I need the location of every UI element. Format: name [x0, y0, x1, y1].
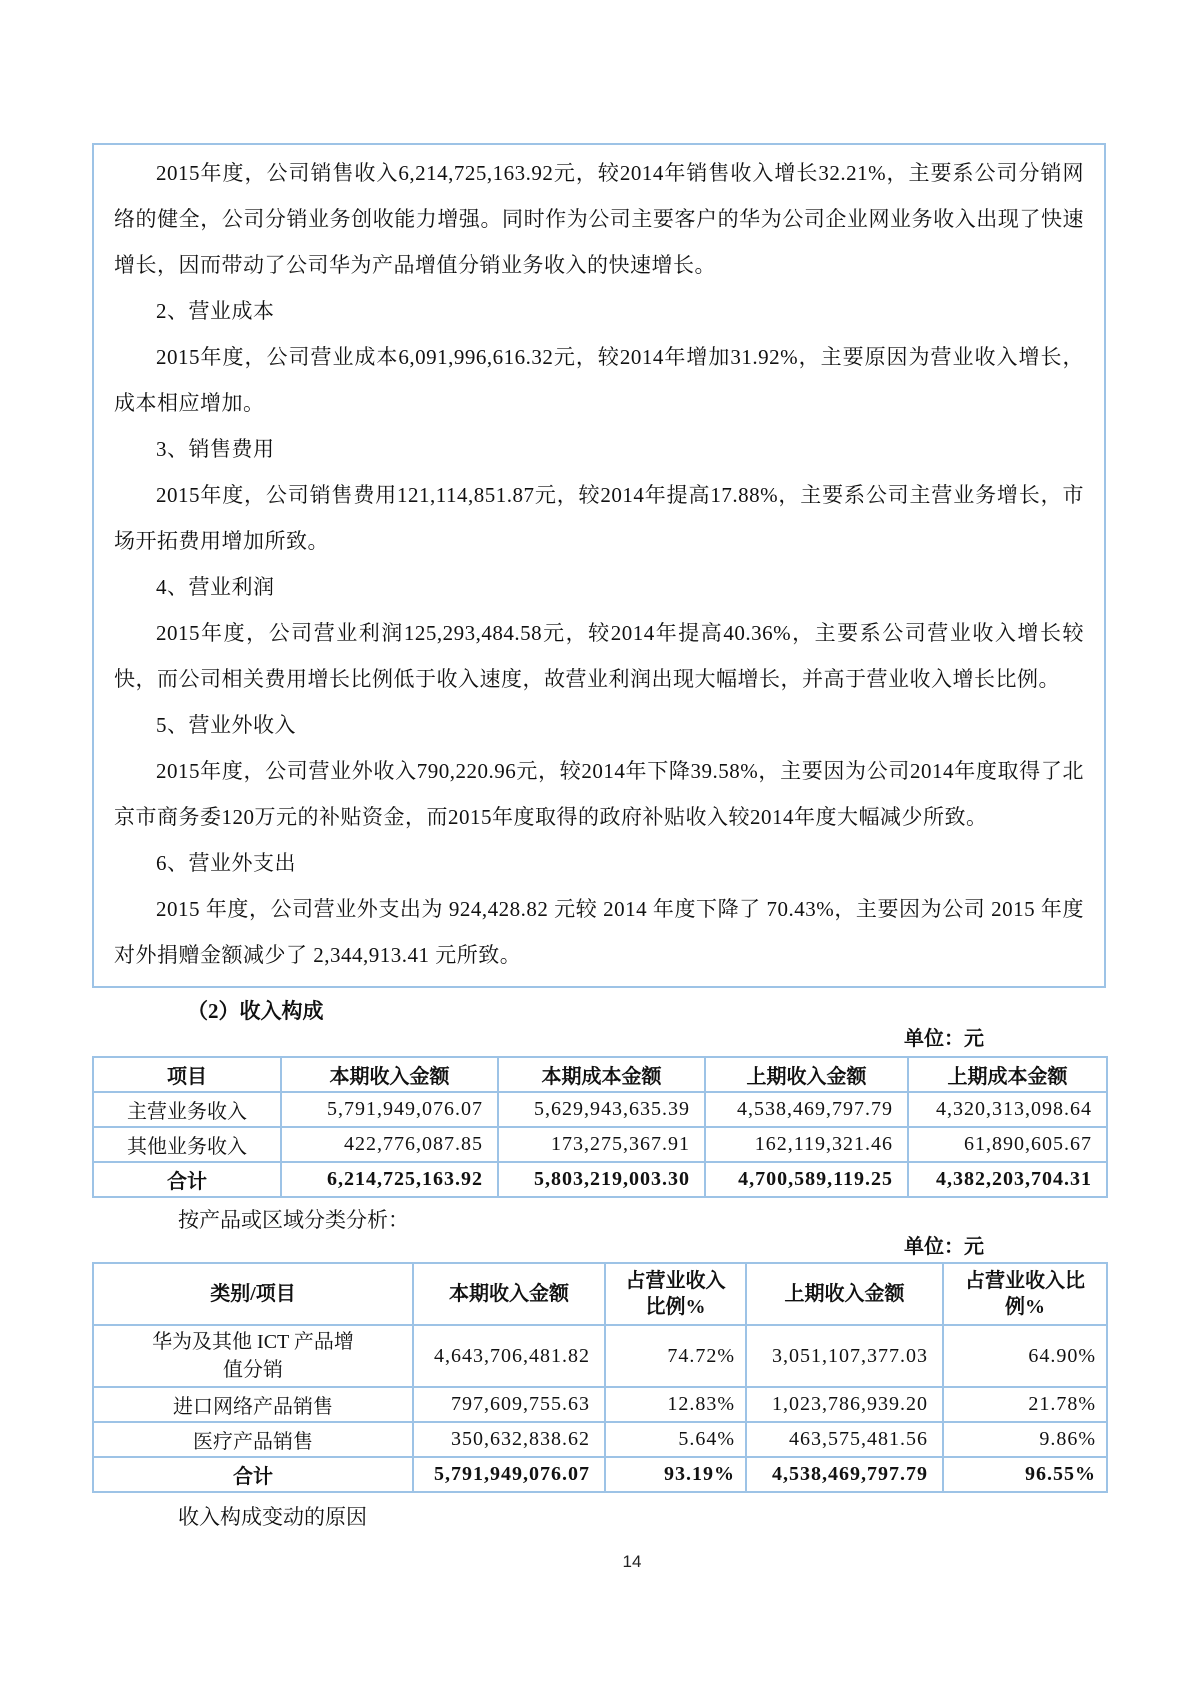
table-cell: 64.90%	[943, 1325, 1107, 1387]
column-header: 项目	[93, 1057, 281, 1092]
column-header: 本期成本金额	[498, 1057, 705, 1092]
product-region-table	[92, 1262, 1108, 1493]
table-cell: 61,890,605.67	[908, 1127, 1107, 1162]
table-cell: 21.78%	[943, 1387, 1107, 1422]
table-cell: 5,803,219,003.30	[498, 1162, 705, 1197]
heading-selling-expense: 3、销售费用	[156, 437, 275, 461]
table-cell: 422,776,087.85	[281, 1127, 498, 1162]
table-cell: 96.55%	[943, 1457, 1107, 1492]
table-cell: 4,382,203,704.31	[908, 1162, 1107, 1197]
table-row	[93, 1127, 1107, 1162]
column-header: 上期成本金额	[908, 1057, 1107, 1092]
table-row	[93, 1325, 1107, 1387]
column-header: 本期收入金额	[281, 1057, 498, 1092]
table-row	[93, 1422, 1107, 1457]
column-header: 上期收入金额	[705, 1057, 908, 1092]
table-cell: 5,629,943,635.39	[498, 1092, 705, 1127]
footer-note: 收入构成变动的原因	[178, 1505, 367, 1529]
heading-nonoperating-income: 5、营业外收入	[156, 713, 296, 737]
table-cell: 93.19%	[605, 1457, 746, 1492]
heading-operating-cost: 2、营业成本	[156, 299, 275, 323]
paragraph-sales-revenue: 2015年度，公司销售收入6,214,725,163.92元，较2014年销售收入增长32.21%，主要系公司分销网络的健全，公司分销业务创收能力增强。同时作为公司主要客户的华为公司企业网业务收入出现了快速增长，因而带动了公司华为产品增值分销业务收入的快速增长。	[114, 161, 1084, 277]
table-cell: 463,575,481.56	[746, 1422, 943, 1457]
heading-nonoperating-expense: 6、营业外支出	[156, 851, 296, 875]
financial-analysis-box	[92, 143, 1106, 988]
page-content	[92, 143, 1106, 1531]
table-cell: 主营业务收入	[93, 1092, 281, 1127]
page-number: 14	[622, 1552, 642, 1571]
paragraph-operating-profit: 2015年度，公司营业利润125,293,484.58元，较2014年提高40.36%，主要系公司营业收入增长较快，而公司相关费用增长比例低于收入速度，故营业利润出现大幅增长，并高于营业收入增长比例。	[114, 621, 1084, 691]
table-cell: 合计	[93, 1457, 413, 1492]
paragraph-nonoperating-expense: 2015 年度，公司营业外支出为 924,428.82 元较 2014 年度下降了 70.43%，主要因为公司 2015 年度对外捐赠金额减少了 2,344,913.41 元所致。	[114, 897, 1084, 967]
table-cell: 4,538,469,797.79	[705, 1092, 908, 1127]
table-total-row	[93, 1457, 1107, 1492]
column-header: 占营业收入比例%	[605, 1263, 746, 1325]
table-row	[93, 1092, 1107, 1127]
section-heading-revenue-composition: （2）收入构成	[187, 999, 324, 1023]
unit-label: 单位：元	[904, 1028, 984, 1050]
table-header-row	[93, 1263, 1107, 1325]
paragraph-operating-cost: 2015年度，公司营业成本6,091,996,616.32元，较2014年增加31.92%，主要原因为营业收入增长，成本相应增加。	[114, 345, 1084, 415]
heading-operating-profit: 4、营业利润	[156, 575, 275, 599]
table-header-row	[93, 1057, 1107, 1092]
table-cell: 162,119,321.46	[705, 1127, 908, 1162]
column-header: 占营业收入比例%	[943, 1263, 1107, 1325]
column-header: 本期收入金额	[413, 1263, 605, 1325]
paragraph-selling-expense: 2015年度，公司销售费用121,114,851.87元，较2014年提高17.88%，主要系公司主营业务增长，市场开拓费用增加所致。	[114, 483, 1084, 553]
cell-text: 华为及其他 ICT 产品增值分销	[152, 1331, 354, 1381]
unit-label: 单位：元	[904, 1236, 984, 1258]
table-cell: 350,632,838.62	[413, 1422, 605, 1457]
table-cell	[93, 1325, 413, 1387]
table-row	[93, 1387, 1107, 1422]
table-cell: 5.64%	[605, 1422, 746, 1457]
table-cell: 4,320,313,098.64	[908, 1092, 1107, 1127]
table-cell: 4,538,469,797.79	[746, 1457, 943, 1492]
table-cell: 12.83%	[605, 1387, 746, 1422]
table-cell: 1,023,786,939.20	[746, 1387, 943, 1422]
table-cell: 进口网络产品销售	[93, 1387, 413, 1422]
table-cell: 9.86%	[943, 1422, 1107, 1457]
column-header: 上期收入金额	[746, 1263, 943, 1325]
table-cell: 其他业务收入	[93, 1127, 281, 1162]
table-cell: 合计	[93, 1162, 281, 1197]
table-cell: 医疗产品销售	[93, 1422, 413, 1457]
table-cell: 173,275,367.91	[498, 1127, 705, 1162]
column-header: 类别/项目	[93, 1263, 413, 1325]
table-cell: 5,791,949,076.07	[281, 1092, 498, 1127]
table-cell: 74.72%	[605, 1325, 746, 1387]
paragraph-nonoperating-income: 2015年度，公司营业外收入790,220.96元，较2014年下降39.58%，主要因为公司2014年度取得了北京市商务委120万元的补贴资金，而2015年度取得的政府补贴收入较2014年度大幅减少所致。	[114, 759, 1084, 829]
revenue-composition-table	[92, 1056, 1108, 1198]
table-cell: 6,214,725,163.92	[281, 1162, 498, 1197]
table-cell: 4,643,706,481.82	[413, 1325, 605, 1387]
table-cell: 4,700,589,119.25	[705, 1162, 908, 1197]
table-cell: 5,791,949,076.07	[413, 1457, 605, 1492]
analysis-label: 按产品或区域分类分析：	[178, 1208, 409, 1232]
table-cell: 797,609,755.63	[413, 1387, 605, 1422]
table-cell: 3,051,107,377.03	[746, 1325, 943, 1387]
table-total-row	[93, 1162, 1107, 1197]
